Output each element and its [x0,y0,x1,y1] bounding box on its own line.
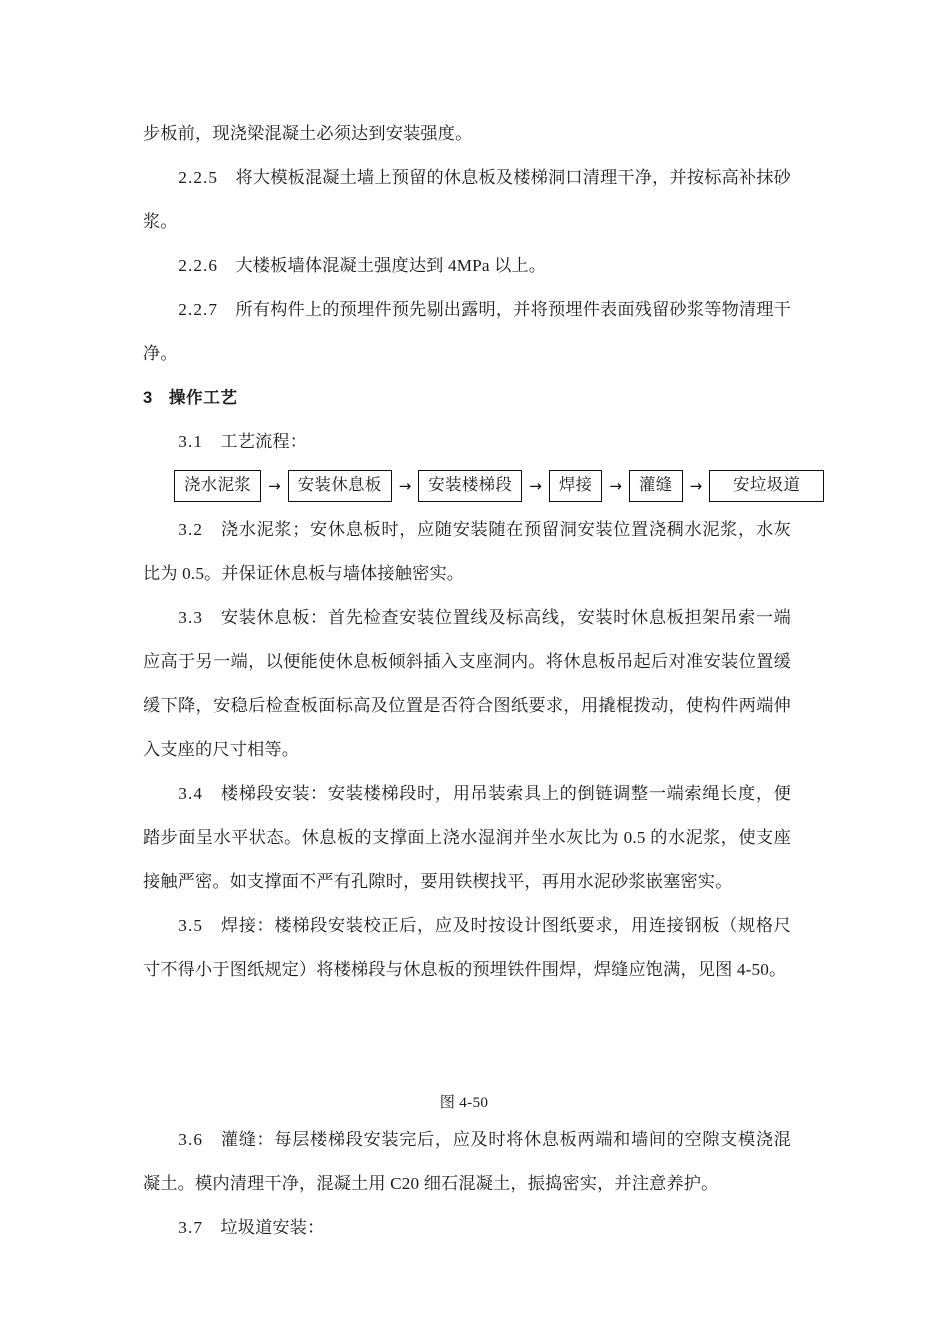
page-content [143,112,801,1250]
flow-step-label: 安垃圾道 [733,475,801,495]
clause-number: 3.5 [178,916,204,935]
clause-number: 3.7 [178,1218,204,1237]
clause-text: 焊接：楼梯段安装校正后，应及时按设计图纸要求，用连接钢板（规格尺寸不得小于图纸规定）将楼梯段与休息板的预埋铁件围焊，焊缝应饱满，见图 4-50。 [143,916,791,979]
clause-number: 3.4 [178,784,204,803]
arrow-right-icon: → [609,476,622,495]
clause-number: 2.2.6 [178,256,219,275]
clause-3-6 [143,1118,791,1206]
flow-step-label: 安装休息板 [297,475,382,495]
clause-number: 2.2.5 [178,168,219,187]
clause-2-2-5 [143,156,791,244]
arrow-right-icon: → [268,476,281,495]
flow-step-5 [629,470,683,501]
clause-3-4 [143,772,791,904]
clause-3-1 [143,420,791,464]
flow-step-label: 灌缝 [638,475,673,495]
arrow-right-icon: → [398,476,412,495]
flow-step-label: 浇水泥浆 [184,475,252,495]
clause-text: 大楼板墙体混凝土强度达到 4MPa 以上。 [235,256,547,275]
section-title: 操作工艺 [168,388,238,407]
clause-2-2-7 [143,288,791,376]
clause-2-2-6 [143,244,791,288]
clause-number: 3.6 [178,1130,204,1149]
flow-step-4 [549,470,603,501]
arrow-right-icon: → [529,476,542,495]
flow-step-3 [418,470,522,501]
clause-text: 安装休息板：首先检查安装位置线及标高线，安装时休息板担架吊索一端应高于另一端，以便能使休息板倾斜插入支座洞内。将休息板吊起后对准安装位置缓缓下降，安稳后检查板面标高及位置是否符合图纸要求，用撬棍拨动，使构件两端伸入支座的尺寸相等。 [143,608,791,759]
clause-number: 2.2.7 [178,300,219,319]
clause-text: 将大模板混凝土墙上预留的休息板及楼梯洞口清理干净，并按标高补抹砂浆。 [143,168,791,231]
clause-3-3 [143,596,791,772]
figure-image-placeholder [143,992,791,1088]
clause-text: 工艺流程： [220,432,308,451]
figure-caption: 图 4-50 [439,1094,489,1111]
arrow-right-icon: → [689,476,703,495]
clause-number: 3.1 [178,432,204,451]
flow-step-label: 焊接 [558,475,593,495]
flow-step-1 [174,470,261,501]
clause-3-7 [143,1206,791,1250]
section-heading-3 [143,376,791,420]
clause-3-5 [143,904,791,992]
clause-text: 楼梯段安装：安装楼梯段时，用吊装索具上的倒链调整一端索绳长度，便踏步面呈水平状态。休息板的支撑面上浇水湿润并坐水灰比为 0.5 的水泥浆，使支座接触严密。如支撑面不严有孔隙时，要用铁楔找平，再用水泥砂浆嵌塞密实。 [143,784,791,891]
flow-step-label: 安装楼梯段 [428,475,513,495]
flow-step-2 [288,470,392,501]
flow-step-6 [709,470,824,501]
clause-text: 浇水泥浆；安休息板时，应随安装随在预留洞安装位置浇稠水泥浆，水灰比为 0.5。并保证休息板与墙体接触密实。 [143,520,791,583]
clause-number: 3.3 [178,608,204,627]
clause-number: 3.2 [178,520,204,539]
section-number: 3 [143,388,153,407]
clause-3-2 [143,508,791,596]
process-flowchart [174,464,801,508]
carryover-paragraph: 步板前，现浇梁混凝土必须达到安装强度。 [143,124,473,143]
clause-text: 灌缝：每层楼梯段安装完后，应及时将休息板两端和墙间的空隙支模浇混凝土。模内清理干净，混凝土用 C20 细石混凝土，振捣密实，并注意养护。 [143,1130,791,1193]
clause-text: 垃圾道安装： [220,1218,325,1237]
clause-text: 所有构件上的预埋件预先剔出露明，并将预埋件表面残留砂浆等物清理干净。 [143,300,791,363]
